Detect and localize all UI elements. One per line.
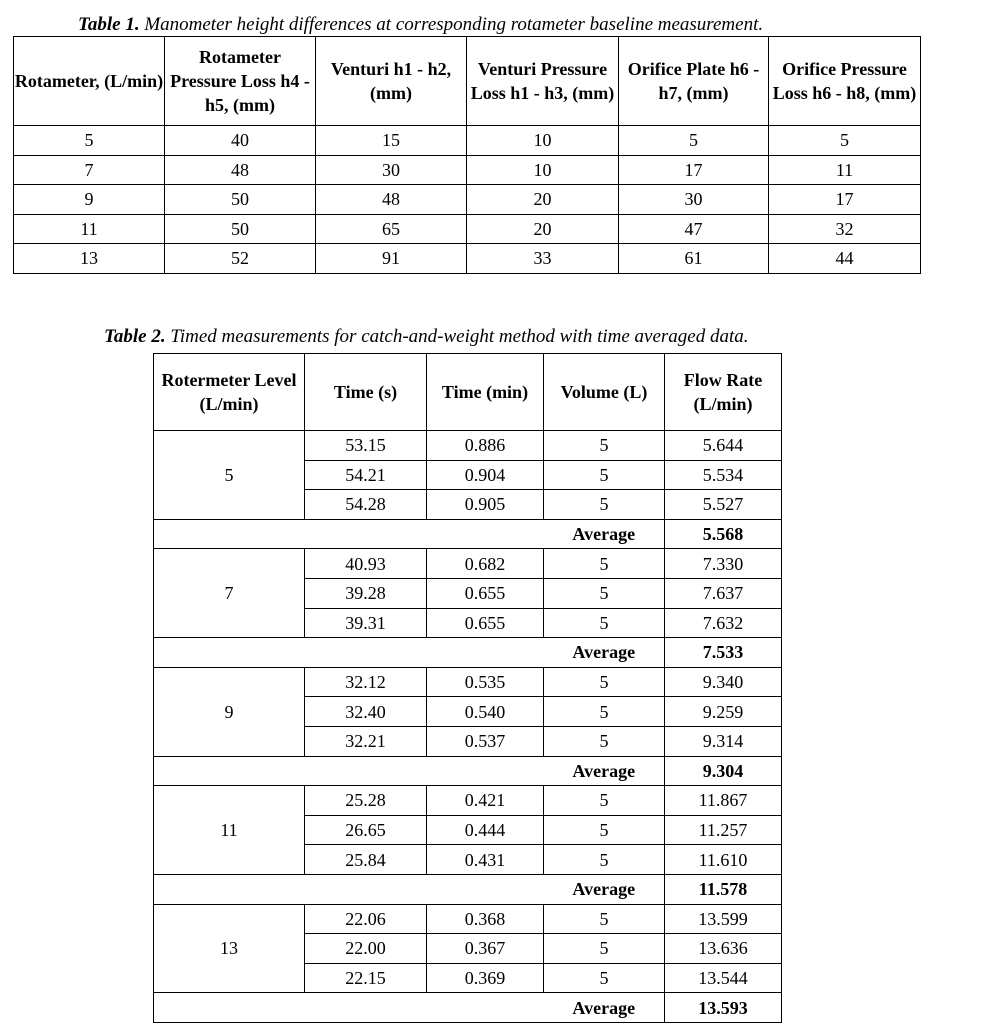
table-cell: 0.535 xyxy=(427,667,544,697)
table-cell: 30 xyxy=(619,185,769,215)
table1-header-cell: Venturi h1 - h2, (mm) xyxy=(316,37,467,126)
table-cell: 5 xyxy=(769,126,921,156)
table-cell: 7.637 xyxy=(665,578,782,608)
table1-caption xyxy=(78,14,763,36)
table2-caption xyxy=(104,326,749,348)
table-cell: 13.544 xyxy=(665,963,782,993)
table-cell: 17 xyxy=(619,155,769,185)
table-row xyxy=(154,549,782,579)
table-cell: 53.15 xyxy=(305,431,427,461)
rotameter-level-cell: 11 xyxy=(154,786,305,875)
table-cell: 5 xyxy=(544,460,665,490)
table-cell: 5 xyxy=(544,904,665,934)
average-label: Average xyxy=(544,993,665,1023)
average-label: Average xyxy=(544,756,665,786)
table-cell: 5 xyxy=(544,490,665,520)
table-cell: 39.28 xyxy=(305,578,427,608)
table-cell: 50 xyxy=(165,214,316,244)
table-cell: 10 xyxy=(467,155,619,185)
table-row xyxy=(14,126,921,156)
average-spacer xyxy=(154,874,544,904)
table-cell: 9.259 xyxy=(665,697,782,727)
average-label: Average xyxy=(544,874,665,904)
table-cell: 13.636 xyxy=(665,934,782,964)
table-cell: 91 xyxy=(316,244,467,274)
average-row xyxy=(154,993,782,1023)
table-cell: 47 xyxy=(619,214,769,244)
table-cell: 5 xyxy=(544,726,665,756)
table-cell: 13 xyxy=(14,244,165,274)
table-row xyxy=(14,155,921,185)
table-cell: 0.886 xyxy=(427,431,544,461)
table-cell: 0.421 xyxy=(427,786,544,816)
table-row xyxy=(14,244,921,274)
table1-header-cell: Rotameter Pressure Loss h4 - h5, (mm) xyxy=(165,37,316,126)
table-cell: 9 xyxy=(14,185,165,215)
table2-header-cell: Time (s) xyxy=(305,354,427,431)
table-cell: 5 xyxy=(544,578,665,608)
table-row xyxy=(154,667,782,697)
average-row xyxy=(154,874,782,904)
table-cell: 11 xyxy=(769,155,921,185)
table-cell: 40 xyxy=(165,126,316,156)
table-row xyxy=(154,904,782,934)
table-cell: 25.28 xyxy=(305,786,427,816)
table1-header-row xyxy=(14,37,921,126)
table-cell: 33 xyxy=(467,244,619,274)
table-cell: 22.06 xyxy=(305,904,427,934)
table-cell: 65 xyxy=(316,214,467,244)
table-cell: 5 xyxy=(544,549,665,579)
average-row xyxy=(154,519,782,549)
table-cell: 0.368 xyxy=(427,904,544,934)
table-cell: 5 xyxy=(544,786,665,816)
table-cell: 22.00 xyxy=(305,934,427,964)
table-cell: 7.330 xyxy=(665,549,782,579)
average-value: 11.578 xyxy=(665,874,782,904)
table-cell: 7.632 xyxy=(665,608,782,638)
table2-header-cell: Volume (L) xyxy=(544,354,665,431)
table-cell: 5 xyxy=(544,815,665,845)
table-cell: 17 xyxy=(769,185,921,215)
table-cell: 5 xyxy=(544,608,665,638)
table-cell: 0.904 xyxy=(427,460,544,490)
table-row xyxy=(14,185,921,215)
average-value: 9.304 xyxy=(665,756,782,786)
table2-header-row xyxy=(154,354,782,431)
table2-header-cell: Time (min) xyxy=(427,354,544,431)
table-cell: 0.655 xyxy=(427,608,544,638)
table1-caption-label: Table 1. xyxy=(78,14,140,35)
rotameter-level-cell: 7 xyxy=(154,549,305,638)
table-cell: 5 xyxy=(544,697,665,727)
table-cell: 0.367 xyxy=(427,934,544,964)
table-cell: 11.610 xyxy=(665,845,782,875)
table-cell: 0.537 xyxy=(427,726,544,756)
table-row xyxy=(154,786,782,816)
table-cell: 5.644 xyxy=(665,431,782,461)
table-cell: 15 xyxy=(316,126,467,156)
table-cell: 0.540 xyxy=(427,697,544,727)
rotameter-level-cell: 13 xyxy=(154,904,305,993)
catch-and-weight-table xyxy=(153,353,782,1023)
table1-header-cell: Rotameter, (L/min) xyxy=(14,37,165,126)
table-cell: 20 xyxy=(467,185,619,215)
table-cell: 11.867 xyxy=(665,786,782,816)
average-spacer xyxy=(154,519,544,549)
average-value: 7.533 xyxy=(665,638,782,668)
table-cell: 26.65 xyxy=(305,815,427,845)
table-cell: 5 xyxy=(544,667,665,697)
table-row xyxy=(14,214,921,244)
table-cell: 5 xyxy=(544,431,665,461)
table2-caption-label: Table 2. xyxy=(104,326,166,347)
table-cell: 11.257 xyxy=(665,815,782,845)
table-cell: 5 xyxy=(544,934,665,964)
table-cell: 0.444 xyxy=(427,815,544,845)
table2-caption-text: Timed measurements for catch-and-weight method with time averaged data. xyxy=(165,326,749,347)
table-cell: 5 xyxy=(544,963,665,993)
table-cell: 5 xyxy=(619,126,769,156)
table-cell: 5 xyxy=(14,126,165,156)
table-cell: 30 xyxy=(316,155,467,185)
table-cell: 25.84 xyxy=(305,845,427,875)
table-cell: 20 xyxy=(467,214,619,244)
table2-header-cell: Rotermeter Level (L/min) xyxy=(154,354,305,431)
table-row xyxy=(154,431,782,461)
table1-header-cell: Venturi Pressure Loss h1 - h3, (mm) xyxy=(467,37,619,126)
rotameter-level-cell: 9 xyxy=(154,667,305,756)
table-cell: 11 xyxy=(14,214,165,244)
table-cell: 13.599 xyxy=(665,904,782,934)
average-spacer xyxy=(154,993,544,1023)
table-cell: 0.431 xyxy=(427,845,544,875)
table-cell: 7 xyxy=(14,155,165,185)
table-cell: 50 xyxy=(165,185,316,215)
table-cell: 44 xyxy=(769,244,921,274)
table2-header-cell: Flow Rate (L/min) xyxy=(665,354,782,431)
table-cell: 52 xyxy=(165,244,316,274)
table-cell: 48 xyxy=(165,155,316,185)
table-cell: 5.534 xyxy=(665,460,782,490)
table-cell: 54.28 xyxy=(305,490,427,520)
average-row xyxy=(154,756,782,786)
average-spacer xyxy=(154,756,544,786)
table-cell: 5.527 xyxy=(665,490,782,520)
table-cell: 54.21 xyxy=(305,460,427,490)
table-cell: 0.369 xyxy=(427,963,544,993)
table1-header-cell: Orifice Pressure Loss h6 - h8, (mm) xyxy=(769,37,921,126)
table-cell: 0.655 xyxy=(427,578,544,608)
table-cell: 22.15 xyxy=(305,963,427,993)
table-cell: 48 xyxy=(316,185,467,215)
rotameter-level-cell: 5 xyxy=(154,431,305,520)
manometer-table xyxy=(13,36,921,274)
table-cell: 40.93 xyxy=(305,549,427,579)
table-cell: 9.340 xyxy=(665,667,782,697)
table-cell: 39.31 xyxy=(305,608,427,638)
table-cell: 10 xyxy=(467,126,619,156)
average-spacer xyxy=(154,638,544,668)
average-value: 13.593 xyxy=(665,993,782,1023)
average-label: Average xyxy=(544,638,665,668)
average-value: 5.568 xyxy=(665,519,782,549)
table-cell: 32 xyxy=(769,214,921,244)
table-cell: 9.314 xyxy=(665,726,782,756)
average-row xyxy=(154,638,782,668)
average-label: Average xyxy=(544,519,665,549)
table-cell: 32.21 xyxy=(305,726,427,756)
table1-caption-text: Manometer height differences at corresponding rotameter baseline measurement. xyxy=(139,14,764,35)
table-cell: 0.905 xyxy=(427,490,544,520)
table-cell: 61 xyxy=(619,244,769,274)
table1-header-cell: Orifice Plate h6 - h7, (mm) xyxy=(619,37,769,126)
table-cell: 5 xyxy=(544,845,665,875)
table-cell: 0.682 xyxy=(427,549,544,579)
table-cell: 32.12 xyxy=(305,667,427,697)
table-cell: 32.40 xyxy=(305,697,427,727)
